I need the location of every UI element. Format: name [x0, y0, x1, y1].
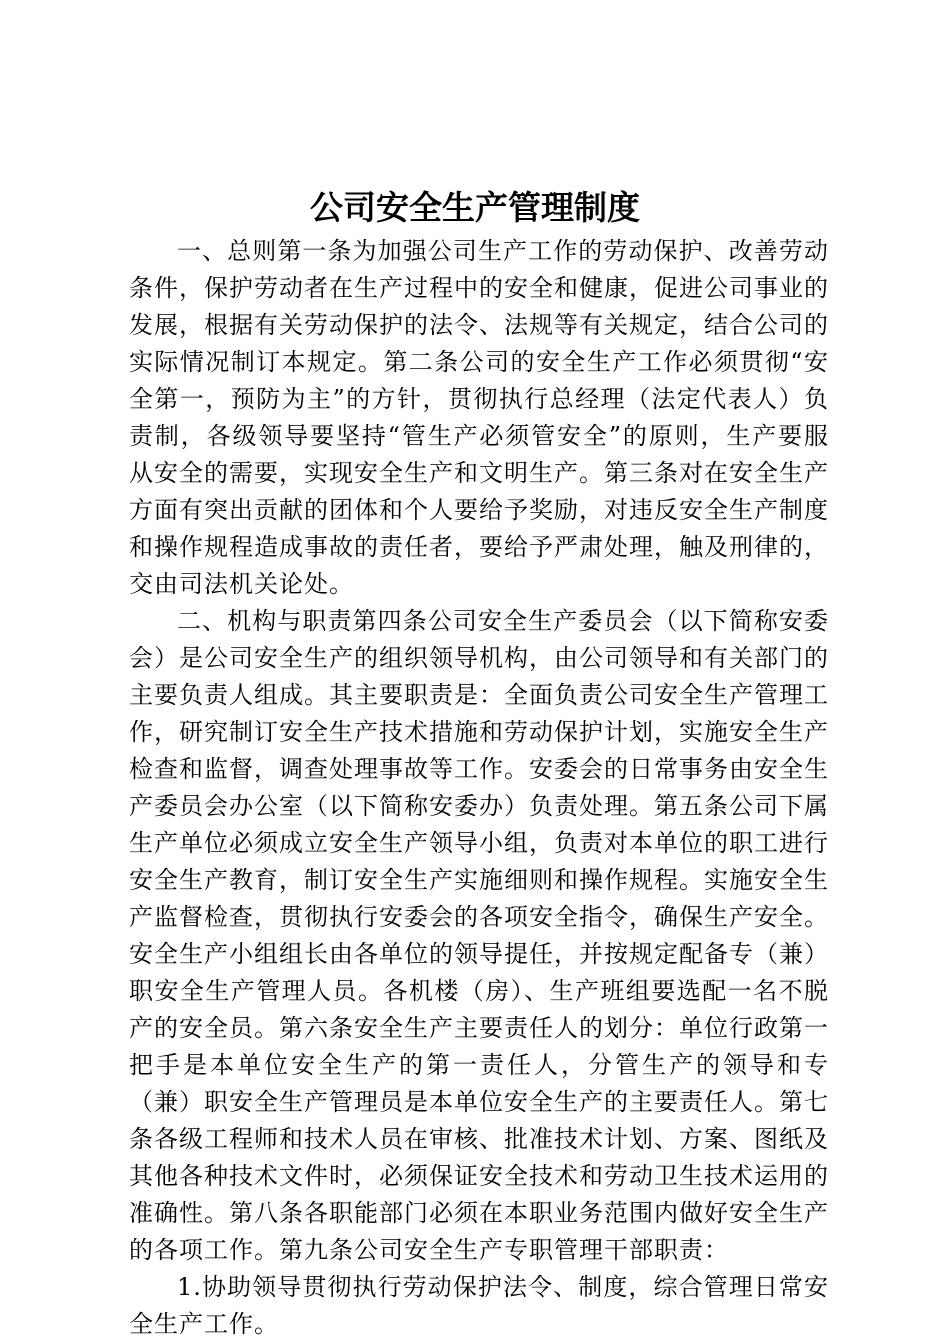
paragraph-general-provisions: 一、总则第一条为加强公司生产工作的劳动保护、改善劳动条件，保护劳动者在生产过程中的安全和健康，促进公司事业的发展，根据有关劳动保护的法令、法规等有关规定，结合公司的实际情况制订本规定。第二条公司的安全生产工作必须贯彻“安全第一，预防为主”的方针，贯彻执行总经理（法定代表人）负责制，各级领导要坚持“管生产必须管安全”的原则，生产要服从安全的需要，实现安全生产和文明生产。第三条对在安全生产方面有突出贡献的团体和个人要给予奖励，对违反安全生产制度和操作规程造成事故的责任者，要给予严肃处理，触及刑律的，交由司法机关论处。: [129, 237, 829, 598]
paragraph-duty-item-1: 1.协助领导贯彻执行劳动保护法令、制度，综合管理日常安全生产工作。: [129, 1273, 829, 1338]
document-body: [129, 233, 829, 1343]
paragraph-organization-duties: 二、机构与职责第四条公司安全生产委员会（以下简称安委会）是公司安全生产的组织领导机构，由公司领导和有关部门的主要负责人组成。其主要职责是：全面负责公司安全生产管理工作，研究制订安全生产技术措施和劳动保护计划，实施安全生产检查和监督，调查处理事故等工作。安委会的日常事务由安全生产委员会办公室（以下简称安委办）负责处理。第五条公司下属生产单位必须成立安全生产领导小组，负责对本单位的职工进行安全生产教育，制订安全生产实施细则和操作规程。实施安全生产监督检查，贯彻执行安委会的各项安全指令，确保生产安全。安全生产小组组长由各单位的领导提任，并按规定配备专（兼）职安全生产管理人员。各机楼（房）、生产班组要选配一名不脱产的安全员。第六条安全生产主要责任人的划分：单位行政第一把手是本单位安全生产的第一责任人，分管生产的领导和专（兼）职安全生产管理员是本单位安全生产的主要责任人。第七条各级工程师和技术人员在审核、批准技术计划、方案、图纸及其他各种技术文件时，必须保证安全技术和劳动卫生技术运用的准确性。第八条各职能部门必须在本职业务范围内做好安全生产的各项工作。第九条公司安全生产专职管理干部职责：: [129, 607, 829, 1264]
document-title: 公司安全生产管理制度: [310, 188, 640, 227]
